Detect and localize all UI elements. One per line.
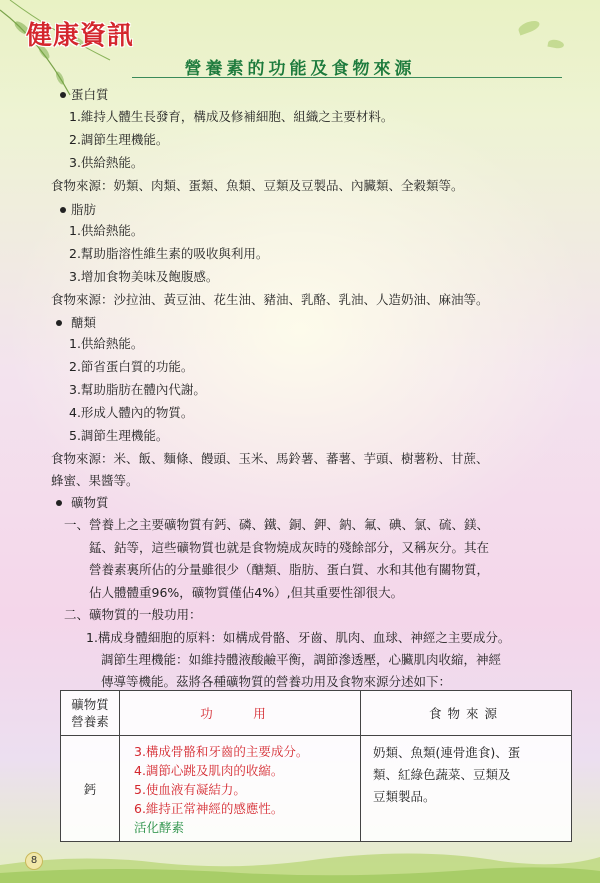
table-row [61, 736, 572, 842]
carbs-source: 食物來源：米、飯、麵條、饅頭、玉米、馬鈴薯、蕃薯、芋頭、樹薯粉、甘蔗、 [51, 451, 489, 466]
function-item: 4.調節心跳及肌肉的收縮。 [134, 763, 284, 778]
header-element: 礦物質 營養素 [61, 691, 120, 736]
minerals-para: 一、營養上之主要礦物質有鈣、磷、鐵、銅、鉀、鈉、氟、碘、氯、硫、鎂、 [64, 517, 490, 532]
carbs-item: 4.形成人體內的物質。 [69, 405, 194, 420]
source-line: 奶類、魚類(連骨進食)、蛋 [373, 745, 521, 760]
fat-source: 食物來源：沙拉油、黃豆油、花生油、豬油、乳酪、乳油、人造奶油、麻油等。 [51, 292, 489, 307]
heading-fat: 脂肪 [71, 202, 97, 217]
bullet-icon [56, 500, 62, 506]
fat-item: 2.幫助脂溶性維生素的吸收與利用。 [69, 246, 269, 261]
fat-item: 1.供給熱能。 [69, 223, 144, 238]
function-item: 5.使血液有凝結力。 [134, 782, 246, 797]
heading-protein: 蛋白質 [71, 87, 109, 102]
function-extra: 活化酵素 [134, 820, 185, 835]
protein-item: 1.維持人體生長發育，構成及修補細胞、組織之主要材料。 [69, 109, 394, 124]
grass-decoration [0, 835, 600, 883]
header-function: 功 用 [120, 691, 361, 736]
bullet-icon [60, 92, 66, 98]
heading-minerals: 礦物質 [71, 495, 109, 510]
carbs-item: 3.幫助脂肪在體內代謝。 [69, 382, 206, 397]
minerals-function-line: 調節生理機能：如維持體液酸鹼平衡，調節滲透壓，心臟肌肉收縮，神經 [101, 652, 502, 667]
carbs-source: 蜂蜜、果醬等。 [51, 473, 139, 488]
carbs-item: 5.調節生理機能。 [69, 428, 169, 443]
section-title: 健康資訊 [26, 21, 135, 51]
source-line: 類、紅綠色蔬菜、豆類及 [373, 767, 511, 782]
minerals-functions-title: 二、礦物質的一般功用： [64, 607, 202, 622]
header-source: 食物來源 [361, 691, 572, 736]
minerals-function-line: 1.構成身體細胞的原料：如構成骨骼、牙齒、肌肉、血球、神經之主要成分。 [86, 630, 511, 645]
cell-element: 鈣 [61, 736, 120, 842]
minerals-para: 錳、鈷等，這些礦物質也就是食物燒成灰時的殘餘部分，又稱灰分。其在 [89, 540, 490, 555]
cell-functions [120, 736, 361, 842]
function-item: 3.構成骨骼和牙齒的主要成分。 [134, 744, 309, 759]
cell-source [361, 736, 572, 842]
protein-item: 2.調節生理機能。 [69, 132, 169, 147]
leaf-decoration [517, 19, 541, 36]
minerals-function-line: 傳導等機能。茲將各種礦物質的營養功用及食物來源分述如下： [101, 674, 452, 689]
minerals-para: 營養素裏所佔的分量雖很少（醣類、脂肪、蛋白質、水和其他有關物質， [89, 562, 490, 577]
table-header-row [61, 691, 572, 736]
source-line: 豆類製品。 [373, 789, 436, 804]
carbs-item: 2.節省蛋白質的功能。 [69, 359, 194, 374]
subtitle-underline [132, 77, 562, 78]
protein-item: 3.供給熱能。 [69, 155, 144, 170]
protein-source: 食物來源：奶類、肉類、蛋類、魚類、豆類及豆製品、內臟類、全穀類等。 [51, 178, 464, 193]
page-subtitle: 營養素的功能及食物來源 [184, 59, 416, 79]
page-number: 8 [25, 852, 43, 870]
leaf-decoration [547, 39, 564, 50]
heading-carbs: 醣類 [71, 315, 97, 330]
minerals-para: 佔人體體重96%，礦物質僅佔4%）,但其重要性卻很大。 [89, 585, 404, 600]
fat-item: 3.增加食物美味及飽腹感。 [69, 269, 219, 284]
bullet-icon [60, 207, 66, 213]
function-item: 6.維持正常神經的感應性。 [134, 801, 284, 816]
mineral-table [60, 690, 572, 842]
bullet-icon [56, 320, 62, 326]
carbs-item: 1.供給熱能。 [69, 336, 144, 351]
